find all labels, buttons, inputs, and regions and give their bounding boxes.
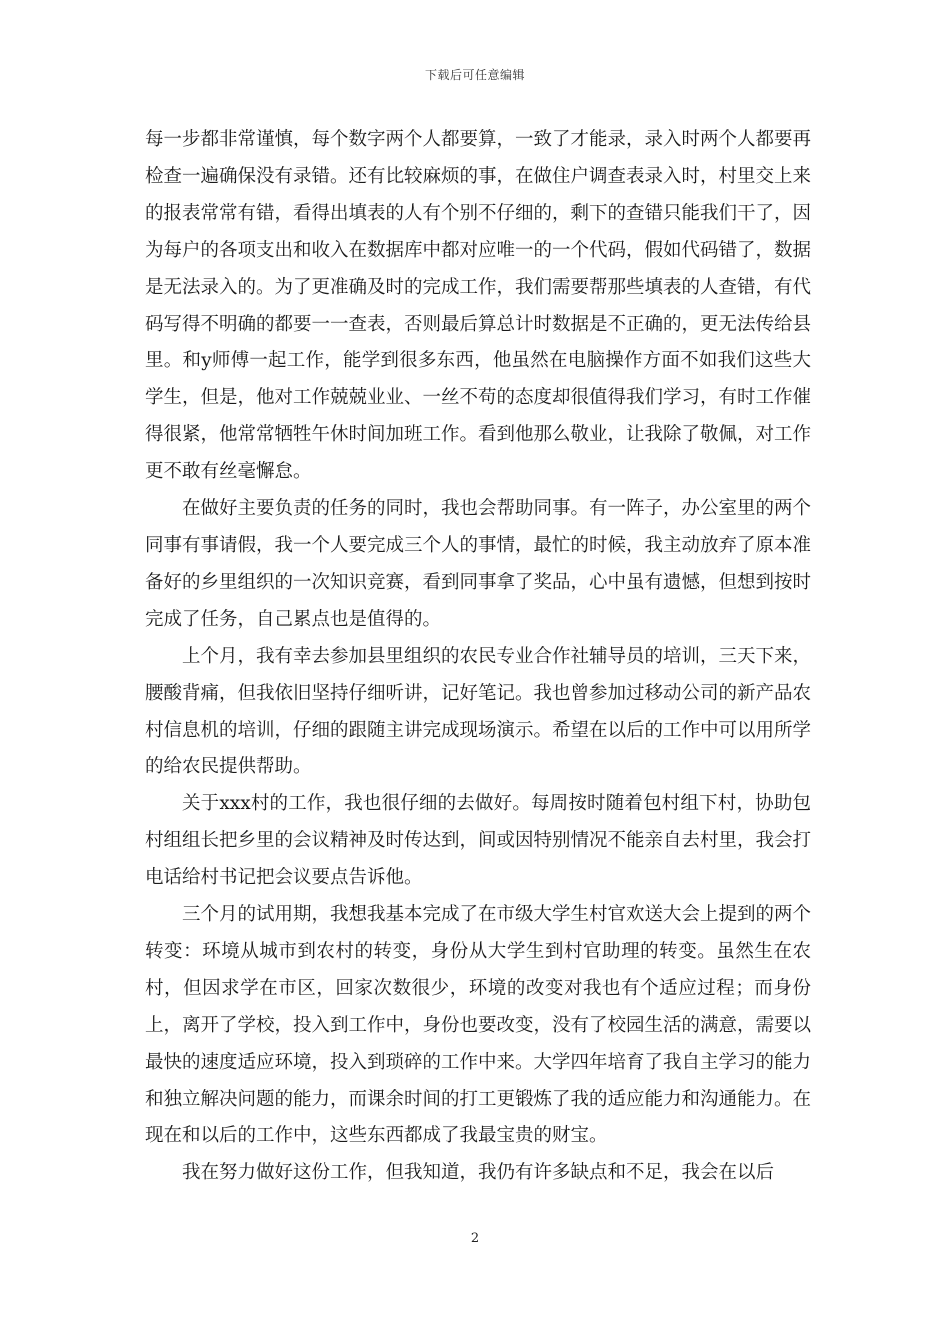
paragraph: 每一步都非常谨慎，每个数字两个人都要算，一致了才能录，录入时两个人都要再检查一遍确保没有录错。还有比较麻烦的事，在做住户调查表录入时，村里交上来的报表常常有错，看得出填表的人有个别不仔细的，剩下的查错只能我们干了，因为每户的各项支出和收入在数据库中都对应唯一的一个代码，假如代码错了，数据是无法录入的。为了更准确及时的完成工作，我们需要帮那些填表的人查错，有代码写得不明确的都要一一查表，否则最后算总计时数据是不正确的，更无法传给县里。和y师傅一起工作，能学到很多东西，他虽然在电脑操作方面不如我们这些大学生，但是，他对工作兢兢业业、一丝不苟的态度却很值得我们学习，有时工作催得很紧，他常常牺牲午休时间加班工作。看到他那么敬业，让我除了敬佩，对工作更不敢有丝毫懈怠。 xyxy=(145,129,812,483)
paragraph: 我在努力做好这份工作，但我知道，我仍有许多缺点和不足，我会在以后 xyxy=(182,1162,775,1184)
paragraph: 在做好主要负责的任务的同时，我也会帮助同事。有一阵子，办公室里的两个同事有事请假，我一个人要完成三个人的事情，最忙的时候，我主动放弃了原本准备好的乡里组织的一次知识竞赛，看到同事拿了奖品，心中虽有遗憾，但想到按时完成了任务，自己累点也是值得的。 xyxy=(145,498,812,630)
page-number: 2 xyxy=(470,1231,480,1246)
document-body xyxy=(145,122,811,1192)
paragraph: 上个月，我有幸去参加县里组织的农民专业合作社辅导员的培训，三天下来，腰酸背痛，但我依旧坚持仔细听讲，记好笔记。我也曾参加过移动公司的新产品农村信息机的培训，仔细的跟随主讲完成现场演示。希望在以后的工作中可以用所学的给农民提供帮助。 xyxy=(145,645,812,778)
page-header: 下载后可任意编辑 xyxy=(424,68,525,82)
paragraph: 三个月的试用期，我想我基本完成了在市级大学生村官欢送大会上提到的两个转变：环境从城市到农村的转变，身份从大学生到村官助理的转变。虽然生在农村，但因求学在市区，回家次数很少，环境的改变对我也有个适应过程；而身份上，离开了学校，投入到工作中，身份也要改变，没有了校园生活的满意，需要以最快的速度适应环境，投入到琐碎的工作中来。大学四年培育了我自主学习的能力和独立解决问题的能力，而课余时间的打工更锻炼了我的适应能力和沟通能力。在现在和以后的工作中，这些东西都成了我最宝贵的财宝。 xyxy=(145,904,812,1147)
paragraph: 关于xxx村的工作，我也很仔细的去做好。每周按时随着包村组下村，协助包村组组长把乡里的会议精神及时传达到，间或因特别情况不能亲自去村里，我会打电话给村书记把会议要点告诉他。 xyxy=(145,793,812,889)
